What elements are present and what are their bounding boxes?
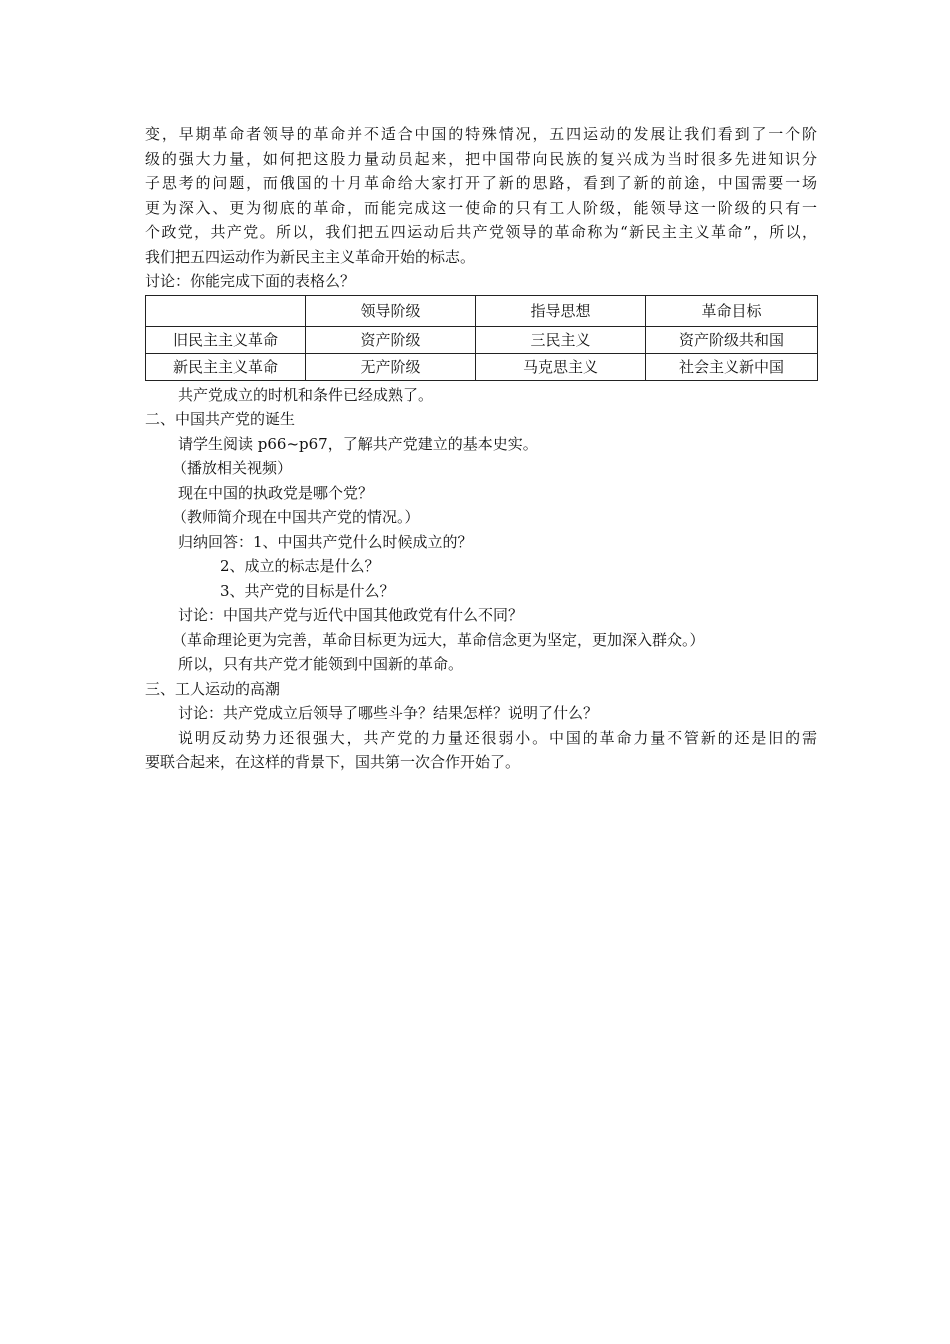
teacher-note: （教师简介现在中国共产党的情况。） [172,508,420,526]
discussion-prompt: 讨论：你能完成下面的表格么？ [145,272,356,290]
after-table-text: 共产党成立的时机和条件已经成熟了。 [178,385,434,404]
table-cell: 无产阶级 [306,353,476,380]
document-body [145,122,817,775]
comparison-table-wrap [145,295,817,381]
struggle-discussion: 讨论：共产党成立后领导了哪些斗争？结果怎样？说明了什么？ [178,704,599,722]
table-cell: 马克思主义 [476,353,646,380]
explanation-line: 要联合起来，在这样的背景下，国共第一次合作开始了。 [145,753,521,771]
table-cell: 三民主义 [476,326,646,353]
ruling-party-question: 现在中国的执政党是哪个党？ [178,483,374,502]
paragraph-line: 个政党，共产党。所以，我们把五四运动后共产党领导的革命称为“新民主主义革命”，所以， [145,223,817,241]
table-header-row [146,295,818,326]
table-row [146,353,818,380]
section-2-conclusion: 所以，只有共产党才能领到中国新的革命。 [178,655,464,673]
paragraph-line: 我们把五四运动作为新民主主义革命开始的标志。 [145,247,476,266]
table-header-cell [146,295,306,326]
intro-paragraph [145,122,817,269]
table-header-cell: 领导阶级 [306,295,476,326]
table-cell: 资产阶级 [306,326,476,353]
reading-instruction: 请学生阅读 p66~p67，了解共产党建立的基本史实。 [178,434,538,453]
section-2-heading: 二、中国共产党的诞生 [145,410,296,428]
paragraph-line: 更为深入、更为彻底的革命，而能完成这一使命的只有工人阶级，能领导这一阶级的只有一 [145,198,817,217]
table-header-cell: 革命目标 [646,295,818,326]
table-header-cell: 指导思想 [476,295,646,326]
video-note: （播放相关视频） [172,459,293,477]
table-cell: 社会主义新中国 [646,353,818,380]
explanation-line: 说明反动势力还很强大，共产党的力量还很弱小。中国的革命力量不管新的还是旧的需 [178,728,817,747]
comparison-table [145,295,818,381]
paragraph-line: 变，早期革命者领导的革命并不适合中国的特殊情况，五四运动的发展让我们看到了一个阶 [145,125,817,143]
table-cell: 新民主主义革命 [146,353,306,380]
paragraph-line: 子思考的问题，而俄国的十月革命给大家打开了新的思路，看到了新的前途，中国需要一场 [145,174,817,192]
section-3-heading: 三、工人运动的高潮 [145,679,281,698]
summary-question-2: 2、成立的标志是什么？ [220,557,380,575]
table-cell: 旧民主主义革命 [146,326,306,353]
table-cell: 资产阶级共和国 [646,326,818,353]
summary-question-3: 3、共产党的目标是什么？ [220,581,395,600]
table-row [146,326,818,353]
party-discussion: 讨论：中国共产党与近代中国其他政党有什么不同？ [178,606,524,624]
party-discussion-answer: （革命理论更为完善，革命目标更为远大，革命信念更为坚定，更加深入群众。） [172,630,705,649]
paragraph-line: 级的强大力量，如何把这股力量动员起来，把中国带向民族的复兴成为当时很多先进知识分 [145,149,817,168]
summary-question-1: 归纳回答：1、中国共产党什么时候成立的？ [178,532,473,551]
